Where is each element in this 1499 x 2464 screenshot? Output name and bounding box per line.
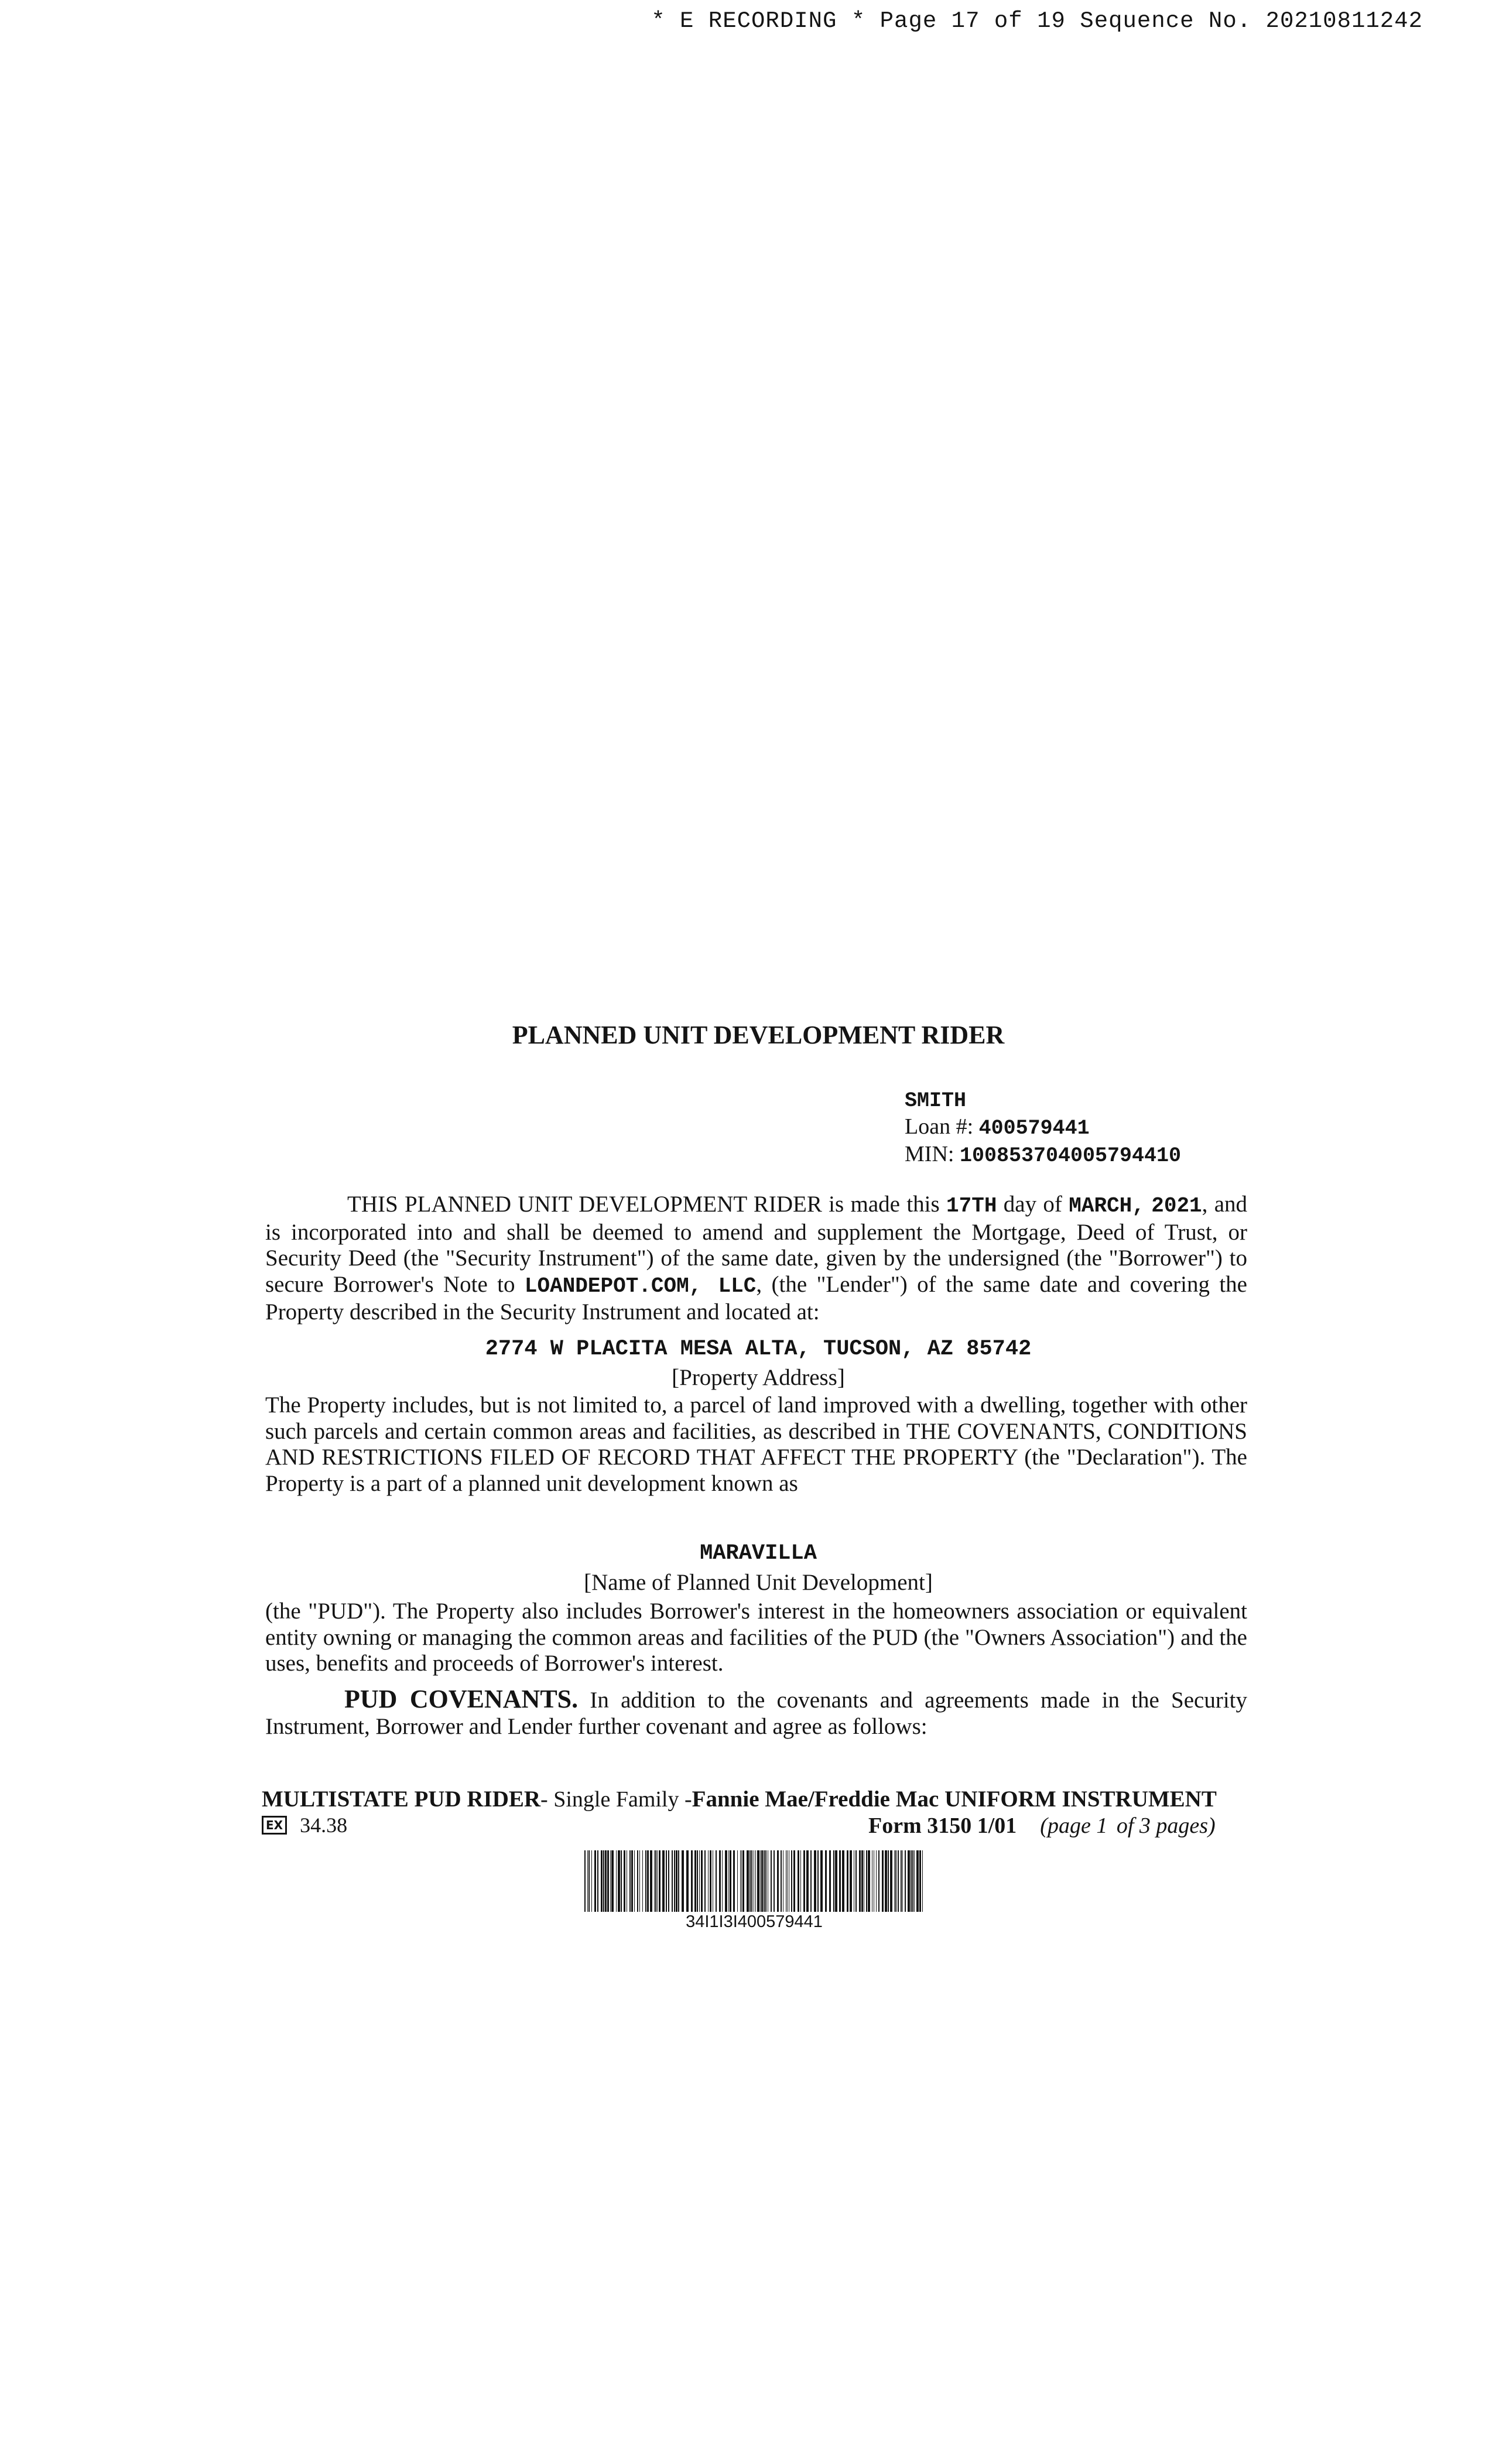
page-total: of 3 pages) xyxy=(1116,1813,1216,1838)
pud-covenants-text: In addition to the covenants and agreements made in the Security Instrument, Borrower and Lender further covenant and agree as follows: xyxy=(265,1688,1247,1739)
borrower-name: SMITH xyxy=(905,1089,967,1113)
loan-number-line xyxy=(905,1114,1181,1141)
min-number: 100853704005794410 xyxy=(959,1144,1182,1168)
pud-covenants-heading: PUD COVENANTS. xyxy=(344,1685,579,1713)
footer-title-bold-2: Fannie Mae/Freddie Mac UNIFORM INSTRUMENT xyxy=(692,1787,1217,1812)
property-address-caption: [Property Address] xyxy=(672,1365,845,1390)
intro-paragraph xyxy=(265,1192,1247,1326)
form-number: Form 3150 1/01 xyxy=(868,1813,1017,1838)
owners-association-paragraph: (the "PUD"). The Property also includes Borrower's interest in the homeowners association or equivalent entity owning or managing the common areas and facilities of the PUD (the "Owners Association") and the uses, benefits and proceeds of Borrower's interest. xyxy=(265,1599,1247,1676)
loan-number-label: Loan #: xyxy=(905,1114,974,1139)
rider-day: 17TH xyxy=(946,1194,997,1218)
pud-covenants-paragraph xyxy=(265,1686,1247,1740)
rider-year: 2021 xyxy=(1151,1194,1202,1218)
form-code-row xyxy=(262,1813,347,1837)
barcode-number: 34I1I3I400579441 xyxy=(686,1912,823,1931)
document-title: PLANNED UNIT DEVELOPMENT RIDER xyxy=(512,1021,1005,1049)
form-code: 34.38 xyxy=(300,1813,348,1837)
pud-name: MARAVILLA xyxy=(700,1541,817,1566)
loan-info-block xyxy=(905,1088,1181,1169)
lender-name: LOANDEPOT.COM, LLC xyxy=(524,1274,757,1298)
min-label: MIN: xyxy=(905,1142,954,1166)
footer-title-normal: - Single Family - xyxy=(540,1787,692,1812)
footer-title-bold-1: MULTISTATE PUD RIDER xyxy=(262,1787,541,1812)
footer-form-title xyxy=(262,1786,1217,1812)
form-number-row xyxy=(868,1813,1216,1839)
declaration-paragraph: The Property includes, but is not limited to, a parcel of land improved with a dwelling, together with other such parcels and certain common areas and facilities, as described in THE COVENANTS, CONDITIONS AND RESTRICTIONS FILED OF RECORD THAT AFFECT THE PROPERTY (the "Declaration"). The Property is a part of a planned unit development known as xyxy=(265,1392,1247,1496)
page-label: (page 1 xyxy=(1040,1813,1108,1838)
recording-stamp: * E RECORDING * Page 17 of 19 Sequence No. 20210811242 xyxy=(651,8,1423,34)
barcode xyxy=(584,1850,924,1912)
intro-text-4: , (the "Lender") of the same date and covering the Property described in the Security Instrument and located at: xyxy=(265,1271,1247,1325)
intro-text-2: day of xyxy=(1003,1192,1062,1217)
min-number-line xyxy=(905,1141,1181,1169)
ellie-mae-logo: EX xyxy=(262,1816,287,1835)
intro-text-3: , and is incorporated into and shall be deemed to amend and supplement the Mortgage, Deed of Trust, or Security Deed (the "Security Instrument") of the same date, given by the undersigned (the "Borrower") to secure Borrower's Note to xyxy=(265,1192,1248,1297)
pud-name-caption: [Name of Planned Unit Development] xyxy=(584,1570,933,1595)
intro-text-1: THIS PLANNED UNIT DEVELOPMENT RIDER is made this xyxy=(347,1192,940,1217)
rider-month: MARCH, xyxy=(1069,1194,1145,1218)
loan-number: 400579441 xyxy=(978,1117,1090,1140)
property-address: 2774 W PLACITA MESA ALTA, TUCSON, AZ 85742 xyxy=(485,1337,1032,1361)
